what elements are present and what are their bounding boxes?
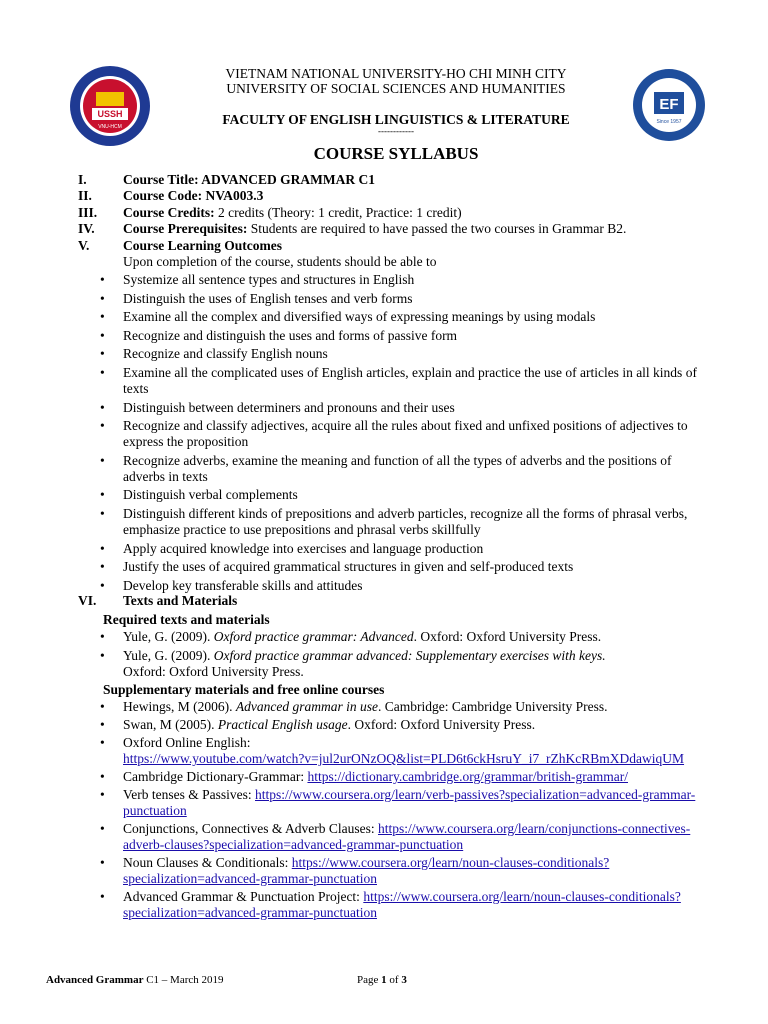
list-item: • Yule, G. (2009). Oxford practice grammar advanced: Supplementary exercises with keys. Oxford: Oxford University Press. (100, 648, 606, 679)
section-number: VI. (78, 593, 97, 608)
outcomes-intro: Upon completion of the course, students should be able to (123, 254, 437, 269)
list-item: • Recognize and classify English nouns (100, 346, 328, 362)
section-label: Course Title: ADVANCED GRAMMAR C1 (123, 172, 375, 187)
list-item: • Recognize adverbs, examine the meaning and function of all the types of adverbs and the positions of adverbs in texts (100, 452, 672, 484)
list-item: • Recognize and distinguish the uses and forms of passive form (100, 327, 458, 343)
list-item: • Apply acquired knowledge into exercises and language production (100, 540, 484, 556)
university-name-line1: VIETNAM NATIONAL UNIVERSITY-HO CHI MINH CITY (225, 66, 567, 81)
section-label: Course Learning Outcomes (123, 238, 282, 253)
section-value: Students are required to have passed the two courses in Grammar B2. (247, 221, 627, 236)
list-item: • Examine all the complex and diversified ways of expressing meanings by using modals (100, 309, 596, 325)
section-label: Texts and Materials (123, 593, 238, 608)
list-item: • Hewings, M (2006). Advanced grammar in use. Cambridge: Cambridge University Press. (100, 699, 608, 714)
required-materials-list (100, 629, 710, 680)
list-item: • Distinguish between determiners and pronouns and their uses (100, 399, 455, 415)
conjunctions-course-link[interactable]: https://www.coursera.org/learn/conjunctions-connectives-adverb-clauses?specialization=advanced-grammar-punctuation (123, 821, 691, 852)
outcomes-list (100, 272, 710, 596)
section-value: 2 credits (Theory: 1 credit, Practice: 1 credit) (214, 205, 462, 220)
ussh-logo-subtext: VNU-HCM (98, 124, 122, 130)
section-number: IV. (78, 221, 95, 236)
footer-course-info: Advanced Grammar C1 – March 2019 (46, 974, 224, 986)
list-item: • Noun Clauses & Conditionals: https://www.coursera.org/learn/noun-clauses-conditionals?specialization=advanced-grammar-punctuation (100, 855, 610, 886)
list-item: • Oxford Online English: https://www.youtube.com/watch?v=jul2urONzOQ&list=PLD6t6ckHsruY_i7_rZhKcRBmXDdawiqUM (100, 735, 685, 766)
faculty-name: FACULTY OF ENGLISH LINGUISTICS & LITERATURE (222, 112, 570, 127)
list-item: • Conjunctions, Connectives & Adverb Clauses: https://www.coursera.org/learn/conjunctions-connectives-adverb-clauses?specialization=advanced-grammar-punctuation (100, 821, 691, 852)
noun-clauses-course-link[interactable]: https://www.coursera.org/learn/noun-clauses-conditionals?specialization=advanced-grammar-punctuation (123, 855, 610, 886)
list-item: • Justify the uses of acquired grammatical structures in given and self-produced texts (100, 559, 574, 575)
grammar-project-course-link[interactable]: https://www.coursera.org/learn/noun-clauses-conditionals?specialization=advanced-grammar-punctuation (123, 889, 681, 920)
cambridge-grammar-link[interactable]: https://dictionary.cambridge.org/grammar/british-grammar/ (307, 769, 628, 784)
list-item: • Distinguish the uses of English tenses and verb forms (100, 290, 413, 306)
list-item: • Yule, G. (2009). Oxford practice grammar: Advanced. Oxford: Oxford University Press. (100, 629, 602, 644)
faculty-logo (632, 68, 706, 142)
header-divider: ------------ (378, 126, 414, 136)
section-number: I. (78, 172, 87, 187)
list-item: • Advanced Grammar & Punctuation Project: https://www.coursera.org/learn/noun-clauses-conditionals?specialization=advanced-grammar-punctuation (100, 889, 681, 920)
list-item: • Cambridge Dictionary-Grammar: https://dictionary.cambridge.org/grammar/british-grammar/ (100, 769, 628, 784)
section-label: Course Code: NVA003.3 (123, 188, 264, 203)
list-item: • Verb tenses & Passives: https://www.coursera.org/learn/verb-passives?specialization=advanced-grammar-punctuation (100, 787, 696, 818)
list-item: • Systemize all sentence types and structures in English (100, 272, 415, 287)
list-item: • Recognize and classify adjectives, acquire all the rules about fixed and unfixed positions of adjectives to express the proposition (100, 418, 688, 450)
list-item: • Develop key transferable skills and attitudes (100, 577, 363, 593)
university-name-line2: UNIVERSITY OF SOCIAL SCIENCES AND HUMANITIES (226, 81, 566, 96)
list-item: • Swan, M (2005). Practical English usage. Oxford: Oxford University Press. (100, 717, 536, 732)
supplementary-materials-list (100, 699, 710, 921)
faculty-logo-text: EF (659, 96, 679, 113)
verb-passives-course-link[interactable]: https://www.coursera.org/learn/verb-passives?specialization=advanced-grammar-punctuation (123, 787, 696, 818)
oxford-online-english-link[interactable]: https://www.youtube.com/watch?v=jul2urONzOQ&list=PLD6t6ckHsruY_i7_rZhKcRBmXDdawiqUM (123, 751, 685, 766)
faculty-logo-since: Since 1957 (656, 119, 682, 125)
required-materials-heading: Required texts and materials (103, 612, 270, 627)
section-number: II. (78, 188, 92, 203)
list-item: • Distinguish different kinds of prepositions and adverb particles, recognize all the forms of phrasal verbs, emphasize practice to use prepositions and phrasal verbs skillfully (100, 505, 688, 537)
supplementary-materials-heading: Supplementary materials and free online courses (103, 682, 385, 697)
footer-page-number: Page 1 of 3 (357, 974, 407, 986)
section-label: Course Prerequisites: (123, 221, 248, 236)
list-item: • Examine all the complicated uses of English articles, explain and practice the use of articles in all kinds of texts (100, 364, 697, 396)
section-number: V. (78, 238, 90, 253)
ussh-logo-text: USSH (97, 109, 123, 119)
document-title: COURSE SYLLABUS (313, 144, 479, 163)
section-label: Course Credits: (123, 205, 215, 220)
section-number: III. (78, 205, 98, 220)
list-item: • Distinguish verbal complements (100, 487, 298, 503)
ussh-logo (68, 64, 152, 148)
